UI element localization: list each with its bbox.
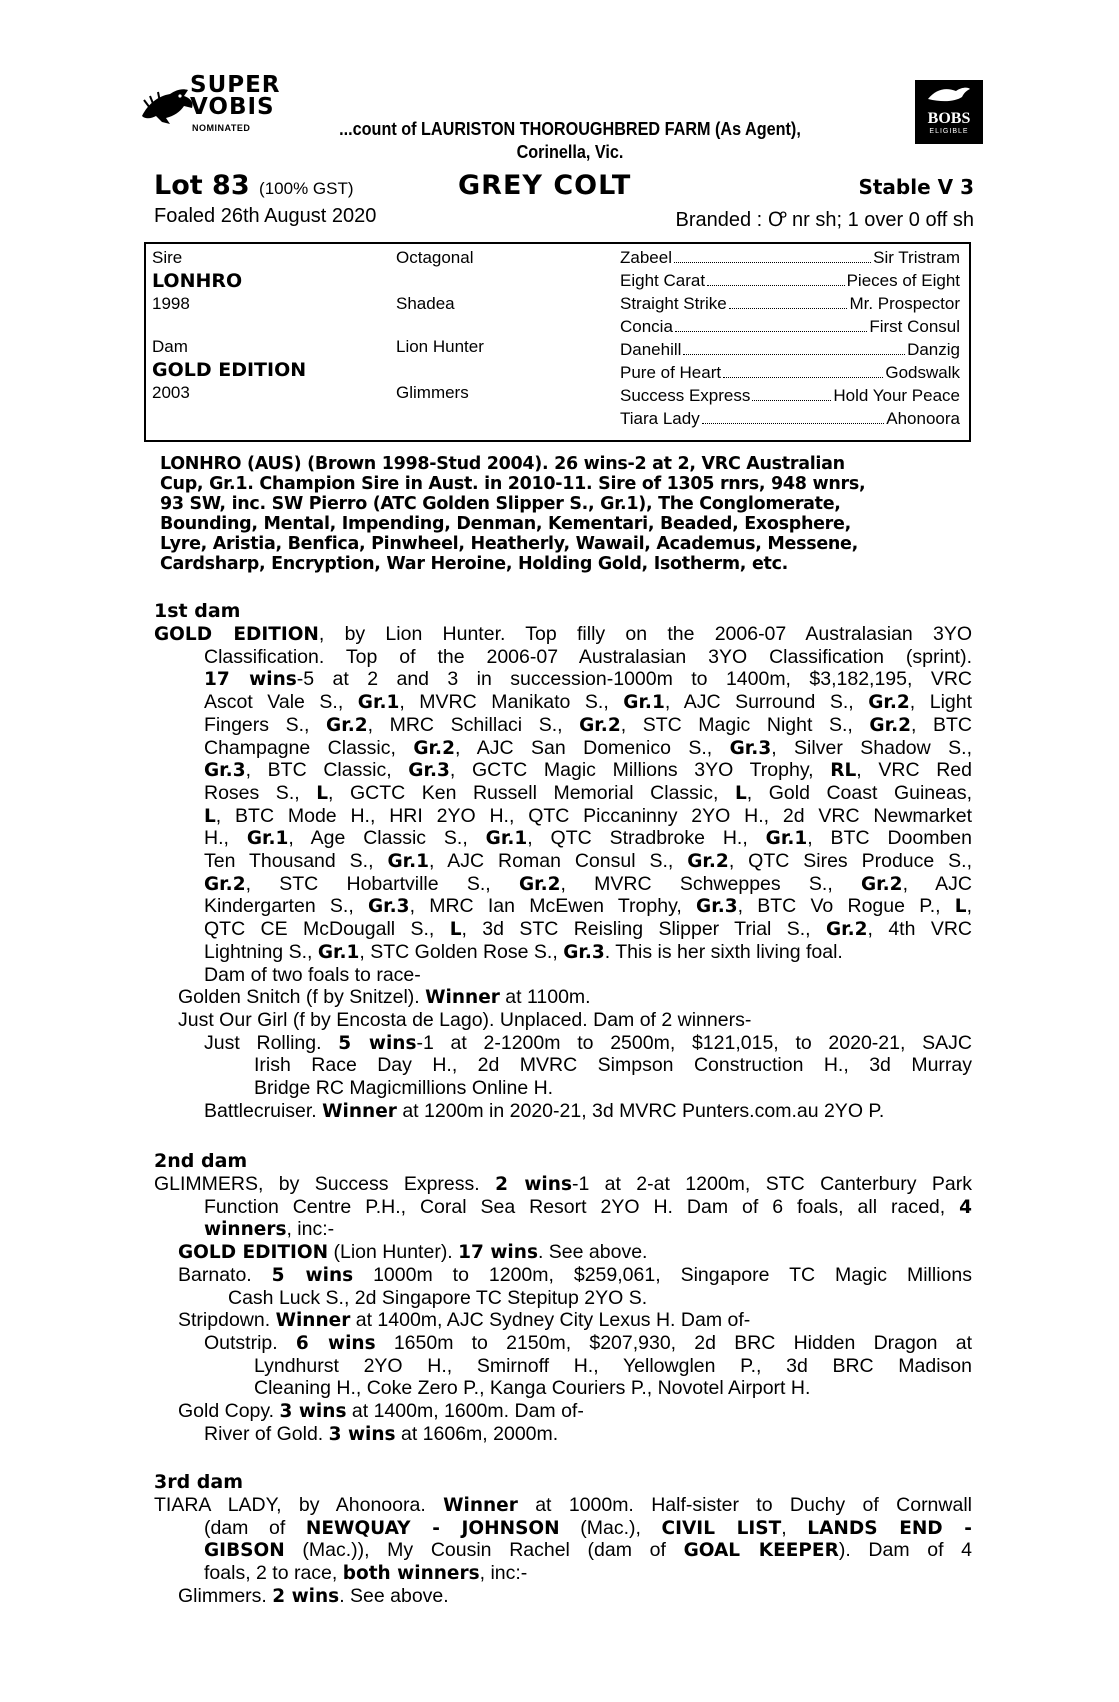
bobs-logo [915,80,983,144]
third-dam-heading: 3rd dam [154,1471,244,1493]
sire-notes-line: LONHRO (AUS) (Brown 1998-Stud 2004). 26 wins-2 at 2, VRC Australian [160,454,845,474]
granddam-sire-side: Shadea [396,294,455,313]
ggp-sire: Straight Strike [620,294,727,313]
foaled-date: Foaled 26th August 2020 [154,205,377,227]
logo-nominated: NOMINATED [192,123,251,133]
grandsire: Octagonal [396,248,474,267]
first-dam-text-line: Lightning S., Gr.1, STC Golden Rose S., Gr.3. This is her sixth living foal. [204,940,843,963]
second-dam-text-line: winners, inc:- [204,1218,335,1241]
produce-line: Gold Copy. 3 wins at 1400m, 1600m. Dam of- [178,1400,584,1422]
sire-notes-line: Cardsharp, Encryption, War Heroine, Holding Gold, Isotherm, etc. [160,554,789,574]
great-grandparent-row [620,340,960,360]
bobs-eligible-text: ELIGIBLE [929,128,969,135]
first-dam-text-line: Gr.2, STC Hobartville S., Gr.2, MVRC Schweppes S., Gr.2, AJC [204,872,972,895]
ggp-damsire: Godswalk [885,363,960,382]
bobs-text: BOBS [927,110,971,127]
brand-marks: Branded : Ꝍ nr sh; 1 over 0 off sh [675,209,974,231]
produce-line: Stripdown. Winner at 1400m, AJC Sydney City Lexus H. Dam of- [178,1309,751,1332]
ggp-damsire: First Consul [869,317,960,336]
grand-produce-line: Irish Race Day H., 2d MVRC Simpson Construction H., 3d Murray [254,1054,972,1077]
third-dam-text-line: (dam of NEWQUAY - JOHNSON (Mac.), CIVIL LIST, LANDS END - [204,1516,972,1539]
first-dam-text-line: L, BTC Mode H., HRI 2YO H., QTC Piccaninny 2YO H., 2d VRC Newmarket [204,804,972,827]
great-grandparent-row [620,363,960,383]
sex-colour: GREY COLT [458,170,632,201]
first-dam-text-line: 17 wins-5 at 2 and 3 in succession-1000m to 1400m, $3,182,195, VRC [204,668,972,691]
ggp-sire: Success Express [620,386,751,405]
damsire: Lion Hunter [396,337,484,356]
ggp-damsire: Mr. Prospector [849,294,960,313]
produce-line: Outstrip. 6 wins 1650m to 2150m, $207,930, 2d BRC Hidden Dragon at [204,1331,972,1354]
leader-dots [702,409,885,424]
granddam-dam-side: Glimmers [396,383,469,402]
first-dam-text-line: Roses S., L, GCTC Ken Russell Memorial Classic, L, Gold Coast Guineas, [204,781,972,804]
sire-notes-line: Lyre, Aristia, Benfica, Pinwheel, Heatherly, Wawail, Academus, Messene, [160,534,858,554]
first-dam-text-line: Ten Thousand S., Gr.1, AJC Roman Consul S., Gr.2, QTC Sires Produce S., [204,850,972,872]
sire-notes-line: Cup, Gr.1. Champion Sire in Aust. in 2010-11. Sire of 1305 rnrs, 948 wnrs, [160,474,866,494]
first-dam-text-line: Fingers S., Gr.2, MRC Schillaci S., Gr.2, STC Magic Night S., Gr.2, BTC [204,713,972,736]
sire-label: Sire [152,248,183,267]
first-dam-text-line: Champagne Classic, Gr.2, AJC San Domenico S., Gr.3, Silver Shadow S., [204,736,972,759]
leader-dots [674,248,871,263]
logo-line-1: SUPER [190,72,281,98]
leader-dots [683,340,905,355]
third-dam-text-line: foals, 2 to race, both winners, inc:- [204,1562,528,1585]
produce-line: Lyndhurst 2YO H., Smirnoff H., Yellowglen P., 3d BRC Madison [254,1354,972,1377]
ggp-damsire: Sir Tristram [873,248,960,267]
ggp-damsire: Pieces of Eight [846,271,960,290]
foal-row [154,205,974,231]
produce-line: River of Gold. 3 wins at 1606m, 2000m. [204,1422,559,1445]
ggp-damsire: Hold Your Peace [833,386,960,405]
produce-line: Golden Snitch (f by Snitzel). Winner at 1100m. [178,986,591,1009]
first-dam-text-line: GOLD EDITION, by Lion Hunter. Top filly on the 2006-07 Australasian 3YO [154,623,972,645]
second-dam-text-line: GLIMMERS, by Success Express. 2 wins-1 at 2-at 1200m, STC Canterbury Park [154,1173,972,1195]
second-dam-text-line: Function Centre P.H., Coral Sea Resort 2YO H. Dam of 6 foals, all raced, 4 [204,1195,972,1218]
grand-produce-line: Bridge RC Magicmillions Online H. [254,1077,554,1099]
great-grandparent-row [620,294,960,314]
first-dam-text-line: Gr.3, BTC Classic, Gr.3, GCTC Magic Millions 3YO Trophy, RL, VRC Red [204,759,972,782]
produce-line: Cash Luck S., 2d Singapore TC Stepitup 2YO S. [228,1286,648,1309]
first-dam-text-line: Classification. Top of the 2006-07 Australasian 3YO Classification (sprint). [204,645,972,668]
dam-label: Dam [152,337,188,356]
grand-produce-line: Just Rolling. 5 wins-1 at 2-1200m to 2500m, $121,015, to 2020-21, SAJC [204,1031,972,1054]
sire-year: 1998 [152,294,190,313]
sire-notes-line: 93 SW, inc. SW Pierro (ATC Golden Slipper S., Gr.1), The Conglomerate, [160,494,841,514]
first-dam-text-line: Dam of two foals to race- [204,963,421,986]
great-grandparent-row [620,317,960,337]
ggp-sire: Concia [620,317,673,336]
sire-notes [160,454,970,574]
first-dam-text-line: QTC CE McDougall S., L, 3d STC Reisling Slipper Trial S., Gr.2, 4th VRC [204,918,972,941]
great-grandparent-row [620,386,960,406]
produce-line: Barnato. 5 wins 1000m to 1200m, $259,061, Singapore TC Magic Millions [178,1263,972,1286]
consignor-line-2: Corinella, Vic. [516,142,624,162]
great-grandparent-row [620,248,960,268]
consignor [318,118,822,164]
leader-dots [729,294,848,309]
leader-dots [752,386,831,401]
produce-line: Just Our Girl (f by Encosta de Lago). Unplaced. Dam of 2 winners- [178,1008,752,1031]
sire-notes-line: Bounding, Mental, Impending, Denman, Kementari, Beaded, Exosphere, [160,514,851,534]
leader-dots [675,317,867,332]
ggp-damsire: Danzig [907,340,960,359]
ggp-sire: Zabeel [620,248,672,267]
first-dam-text-line: Kindergarten S., Gr.3, MRC Ian McEwen Trophy, Gr.3, BTC Vo Rogue P., L, [204,895,972,918]
dam-name: GOLD EDITION [152,359,307,381]
great-grandparent-row [620,271,960,291]
third-dam-text-line: TIARA LADY, by Ahonoora. Winner at 1000m. Half-sister to Duchy of Cornwall [154,1494,972,1516]
gst-label: (100% GST) [259,179,354,198]
racehorse-icon [140,86,196,126]
logo-text [190,74,281,118]
logo-line-2: VOBIS [190,94,275,120]
lot-row [154,170,974,206]
produce-line: GOLD EDITION (Lion Hunter). 17 wins. See above. [178,1241,648,1264]
grand-produce-line: Battlecruiser. Winner at 1200m in 2020-21, 3d MVRC Punters.com.au 2YO P. [204,1099,885,1122]
sire-name: LONHRO [152,270,243,292]
ggp-damsire: Ahonoora [886,409,960,428]
second-dam-heading: 2nd dam [154,1150,248,1172]
ggp-sire: Danehill [620,340,682,359]
ggp-sire: Eight Carat [620,271,706,290]
great-grandparent-row [620,409,960,429]
third-dam-text-line: Glimmers. 2 wins. See above. [178,1584,449,1607]
leader-dots [707,271,845,286]
lot-number [154,170,354,201]
third-dam-text-line: GIBSON (Mac.)), My Cousin Rachel (dam of GOAL KEEPER). Dam of 4 [204,1539,972,1562]
first-dam-text-line: Ascot Vale S., Gr.1, MVRC Manikato S., Gr.1, AJC Surround S., Gr.2, Light [204,691,973,714]
leader-dots [723,363,883,378]
first-dam-text-line: H., Gr.1, Age Classic S., Gr.1, QTC Stradbroke H., Gr.1, BTC Doomben [204,827,972,850]
produce-line: Cleaning H., Coke Zero P., Kanga Couriers P., Novotel Airport H. [254,1377,811,1400]
first-dam-heading: 1st dam [154,600,241,622]
consignor-line-1: ...count of LAURISTON THOROUGHBRED FARM (As Agent), [339,119,801,139]
super-vobis-logo [140,74,300,136]
stable-label: Stable V 3 [858,175,974,199]
ggp-sire: Tiara Lady [620,409,700,428]
dam-year: 2003 [152,383,190,402]
pedigree-table [144,242,971,442]
ggp-sire: Pure of Heart [620,363,722,382]
lot-label: Lot 83 [154,170,250,201]
bird-icon [915,85,983,109]
